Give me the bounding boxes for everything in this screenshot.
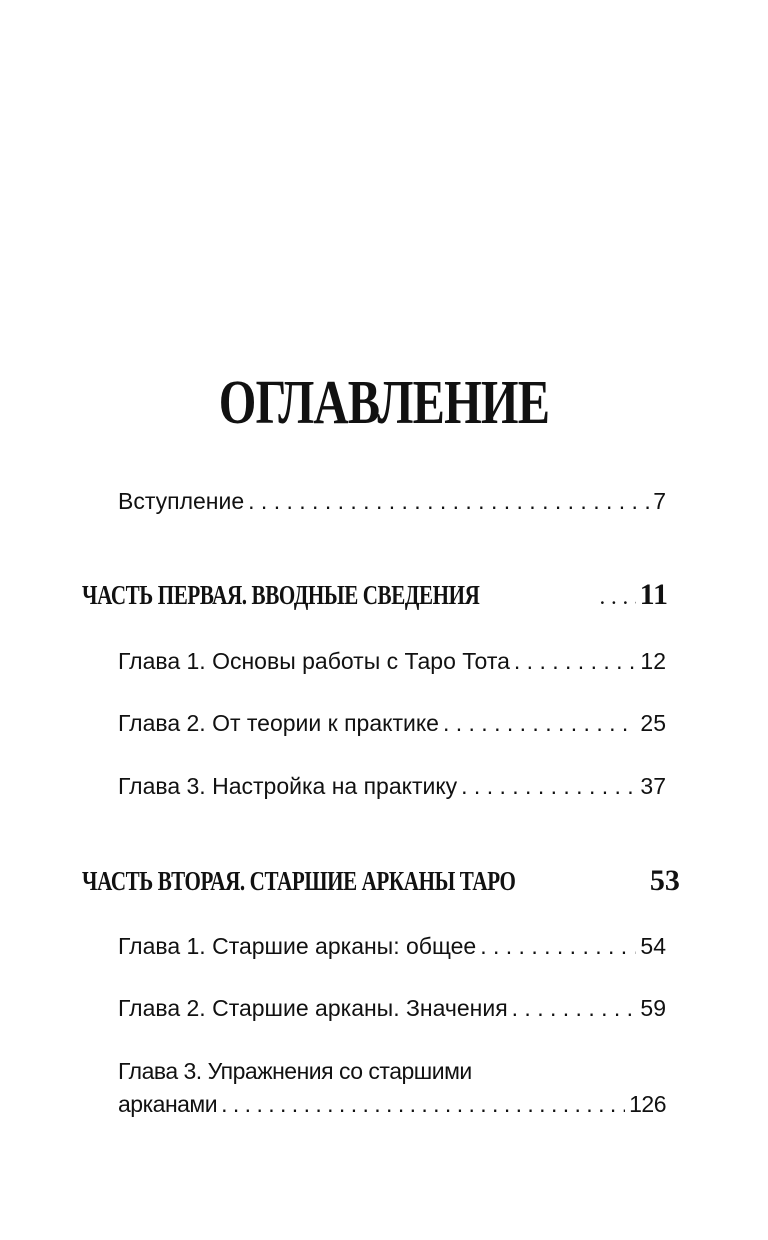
toc-entry-label-continued: арканами (118, 1091, 218, 1117)
toc-entry-label: Глава 2. Старшие арканы. Значения (118, 995, 508, 1021)
dot-leader (512, 995, 637, 1022)
dot-leader (480, 933, 636, 960)
toc-part-page: 53 (649, 864, 680, 897)
toc-entry-page: 54 (640, 933, 666, 959)
toc-entry-label: Глава 3. Упражнения со старшими (118, 1058, 472, 1084)
toc-entry-page: 25 (640, 710, 666, 736)
toc-part-2[interactable] (82, 864, 680, 898)
toc-entry-label: Глава 1. Основы работы с Таро Тота (118, 648, 510, 674)
toc-entry-part1-ch1[interactable] (118, 648, 666, 675)
toc-part-1[interactable] (82, 578, 668, 612)
dot-leader (248, 488, 649, 515)
toc-entry-label: Глава 3. Настройка на практику (118, 773, 458, 799)
toc-entry-part1-ch2[interactable] (118, 710, 666, 737)
toc-part-page: 11 (639, 578, 668, 611)
toc-entry-intro[interactable] (118, 488, 666, 515)
dot-leader (514, 648, 637, 675)
dot-leader (221, 1091, 625, 1118)
dot-leader (600, 584, 636, 610)
toc-entry-part2-ch1[interactable] (118, 933, 666, 960)
toc-part-label: ЧАСТЬ ВТОРАЯ. СТАРШИЕ АРКАНЫ ТАРО (82, 866, 516, 896)
toc-entry-part1-ch3[interactable] (118, 773, 666, 800)
toc-entry-page: 12 (640, 648, 666, 674)
toc-entry-part2-ch2[interactable] (118, 995, 666, 1022)
toc-part-label: ЧАСТЬ ПЕРВАЯ. ВВОДНЫЕ СВЕДЕНИЯ (82, 580, 480, 610)
toc-entry-continuation (118, 1091, 666, 1118)
page-title: ОГЛАВЛЕНИЕ (218, 369, 550, 437)
toc-entry-label: Глава 1. Старшие арканы: общее (118, 933, 477, 959)
dot-leader (461, 773, 636, 800)
toc-entry-page: 126 (629, 1091, 666, 1117)
toc-entry-part2-ch3[interactable] (118, 1058, 666, 1118)
toc-entry-label: Глава 2. От теории к практике (118, 710, 439, 736)
toc-entry-page: 59 (640, 995, 666, 1021)
toc-entry-page: 37 (640, 773, 666, 799)
toc-entry-page: 7 (653, 488, 666, 514)
dot-leader (443, 710, 636, 737)
toc-entry-label: Вступление (118, 488, 245, 514)
